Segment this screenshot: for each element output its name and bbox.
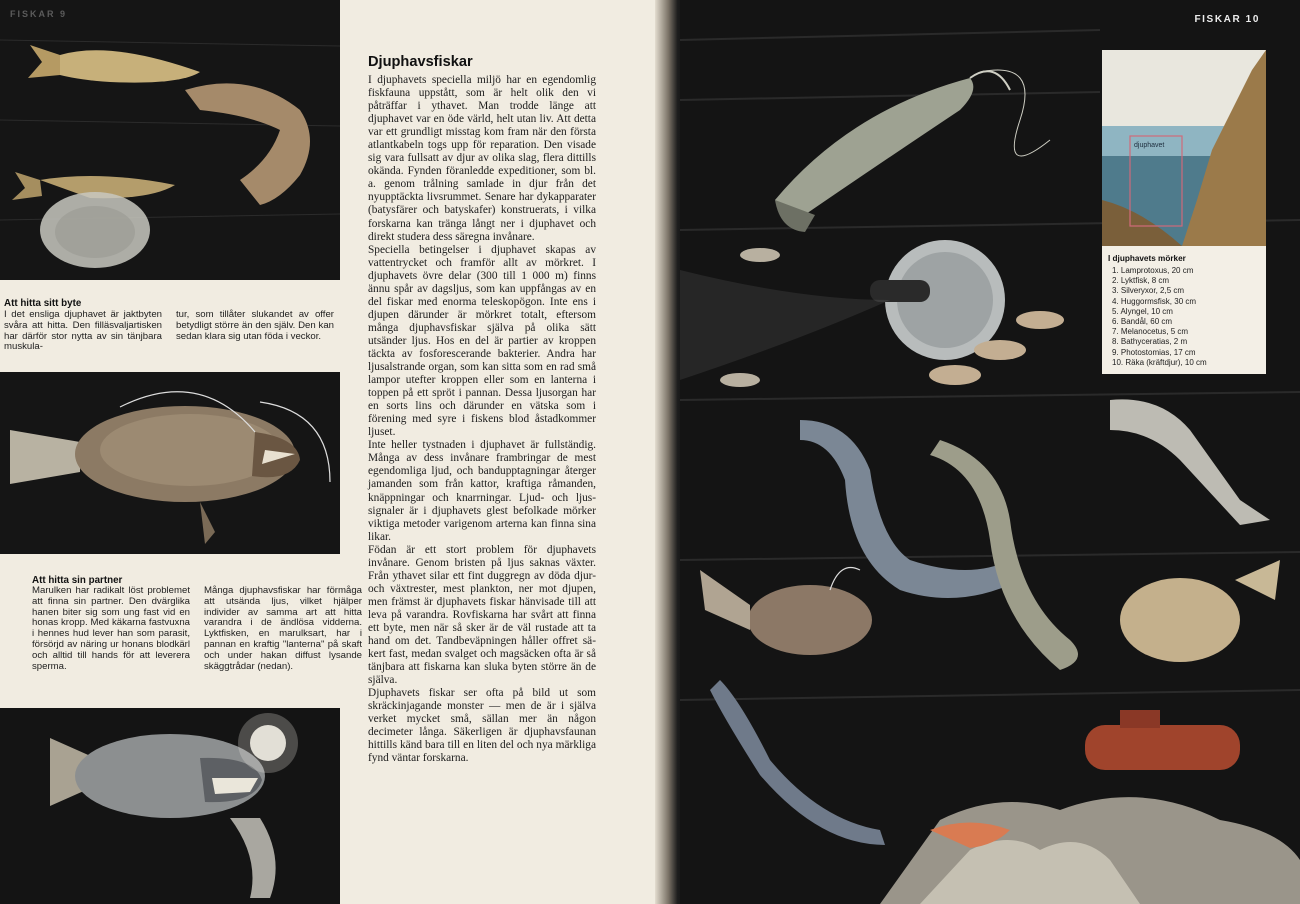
page-header-right: FISKAR 10	[1194, 14, 1260, 25]
depth-profile-graphic	[1102, 50, 1266, 246]
legend-item: 10. Räka (kräftdjur), 10 cm	[1112, 357, 1207, 367]
right-page	[680, 0, 1300, 904]
caption-partner-col2: Många djuphavsfiskar har förmåga att utsända ljus, vilket hjälper individer av samma art att hitta varandra i de ändlösa vidderna. Lyktfisken, en marulksart, har i pannan en kraftig "lanterna" på skaft och under hakan diffust lysande skäggtrådar (nedan).	[204, 585, 362, 672]
legend-title: I djuphavets mörker	[1108, 254, 1186, 263]
article-paragraph-3: Inte heller tystnaden i djuphavet är fullständig. Många av dess invånare frambringar de mest egendomliga ljud, och bandupptagningar återger jamanden som från kattor, kraftiga råmanden, knäppningar och knarrningar. Ljud- och ljussignaler är i djuphavets glest befolkade mörker viktiga metoder varigenom arterna kan finna sina likar.	[368, 439, 596, 543]
article-paragraph-2: Speciella betingelser i djuphavet skapas av vattentrycket och framför allt av mörkret. I djuphavets övre delar (300 till 1 000 m) finns ännu spår av dagsljus, som kan uppfångas av en del fiskar med enorma teleskopögon. Inte ens i djupen därunder är mörkret totalt, eftersom många djuphavsfiskar själva på olika sätt utsänder ljus. Hos en del är partier av kroppen täckta av fosforescerande bakterier. Andra har ljusalstrande organ, som kan sitta som en rad små lampor utefter kroppen eller som en lanterna i toppen på ett spröt i pannan. Dessa ljusorgan har en sorts lins och därunder en vätska som i förening med syre i fiskens blod åstadkommer ljuset.	[368, 243, 596, 439]
legend-list	[1112, 266, 1207, 368]
illustration-lantern-fish	[0, 708, 340, 904]
legend-item: 2. Lyktfisk, 8 cm	[1112, 276, 1170, 286]
depth-profile-map	[1102, 50, 1266, 246]
legend-item: 3. Silveryxor, 2,5 cm	[1112, 286, 1185, 296]
page-header-left: FISKAR 9	[10, 9, 68, 19]
article-paragraph-1: I djuphavets speciella miljö har en egendomlig fiskfauna uppstått, som är helt olik den vi påträffar i ythavet. Man trodde länge att djuphavet var en öde värld, helt utan liv. Att detta var ett grundligt misstag kom fram när den första atlantkabeln togs upp för reparation. Den visade sig vara fullsatt av djur av olika slag, flera dittills okända. Fynden föranledde expeditioner, som bl. a. genom trålning samlade in djur från det nyupptäckta livsrummet. Senare har dykapparater (batysfärer och batyskafer) konstruerats, i vilka forskarna kan tränga långt ner i djuphavet och direkt studera dess säregna invånare.	[368, 74, 596, 243]
article-paragraph-4: Födan är ett stort problem för djuphavets invånare. Genom bristen på ljus saknas växter. Från ythavet silar ett fint duggregn av döda djur- och växtrester, mest plankton, ner mot djupen, men främst är djuphavets fiskar hänvisade till att leva på varandra. Rovfiskarna har svårt att finna ett byte, men när så sker är de väl rustade att ta hand om det. Tandbeväpningen håller offret säkert fast, medan svalget och magsäcken ofta är så tänjbara att fiskarna kan sluka byten större än de själva.	[368, 543, 596, 687]
legend-item: 8. Bathyceratias, 2 m	[1112, 337, 1188, 347]
legend-panel	[1102, 50, 1266, 374]
caption-prey-col1: I det ensliga djuphavet är jaktbyten svåra att hitta. Den filläsvaljartisken har därför stor nytta av sin tänjbara muskula-	[4, 309, 162, 353]
swallower-illustration	[0, 0, 340, 280]
legend-item: 5. Alyngel, 10 cm	[1112, 306, 1173, 316]
caption-prey	[4, 310, 334, 353]
article-paragraph-5: Djuphavets fiskar ser ofta på bild ut som skräckinjagande monster — men de är i själva verket mycket små, sällan mer än någon decimeter långa. Säkerligen är djuphavsfaunan hittills känd bara till en liten del och nya märkliga fynd väntar forskarna.	[368, 687, 596, 765]
caption-title-partner: Att hitta sin partner	[32, 575, 123, 586]
illustration-swallower-fish	[0, 0, 340, 280]
article	[368, 54, 596, 765]
caption-title-prey: Att hitta sitt byte	[4, 298, 82, 309]
legend-item: 7. Melanocetus, 5 cm	[1112, 327, 1189, 337]
caption-partner-col1: Marulken har radikalt löst problemet att finna sin partner. Den dvärglika hanen biter sig som ung fast vid en honas kropp. Med käkarna fastvuxna i hennes hud lever han som parasit, försörjd av näring ur honans blodkärl och alltid till hands för att leverera sperma.	[32, 585, 190, 672]
lanternfish-illustration	[0, 708, 340, 904]
caption-prey-col2: tur, som tillåter slukandet av offer betydligt större än den själv. Den kan sedan klara sig utan föda i veckor.	[176, 309, 334, 342]
legend-item: 9. Photostomias, 17 cm	[1112, 347, 1196, 357]
legend-item: 1. Lamprotoxus, 20 cm	[1112, 266, 1194, 275]
legend-item: 6. Bandål, 60 cm	[1112, 317, 1173, 327]
depth-label: djuphavet	[1134, 142, 1165, 149]
illustration-anglerfish-partner	[0, 372, 340, 554]
caption-partner	[32, 586, 362, 672]
legend-item: 4. Huggormsfisk, 30 cm	[1112, 296, 1197, 306]
article-title: Djuphavsfiskar	[368, 54, 473, 70]
anglerfish-illustration	[0, 372, 340, 554]
